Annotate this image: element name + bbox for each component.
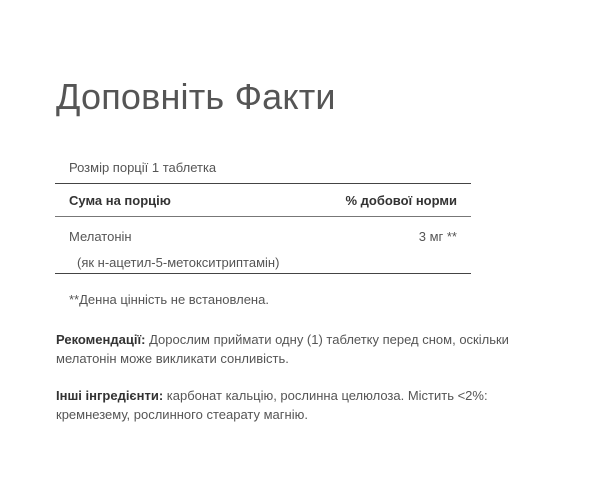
table-row	[55, 217, 471, 247]
table-header-row	[55, 184, 471, 217]
daily-value-header: % добової норми	[345, 193, 457, 208]
supplement-facts-table	[55, 154, 471, 274]
amount-per-serving-header: Сума на порцію	[69, 193, 171, 208]
serving-size-row	[55, 154, 471, 184]
recommendations-text: Дорослим приймати одну (1) таблетку перед сном, оскільки мелатонін може викликати сонливість.	[56, 332, 509, 366]
recommendations-label: Рекомендації:	[56, 332, 146, 347]
other-ingredients-label: Інші інгредієнти:	[56, 388, 164, 403]
recommendations-paragraph	[56, 330, 561, 368]
ingredient-amount: 3 мг **	[418, 229, 457, 244]
ingredient-name: Мелатонін	[69, 229, 132, 244]
serving-size-text: Розмір порції 1 таблетка	[69, 160, 217, 175]
ingredient-detail-row	[55, 247, 471, 274]
other-ingredients-paragraph	[56, 386, 561, 424]
ingredient-detail: (як н-ацетил-5-метокситриптамін)	[77, 255, 280, 270]
page-title: Доповніть Факти	[56, 76, 336, 117]
other-ingredients-text: карбонат кальцію, рослинна целюлоза. Містить <2%: кремнезему, рослинного стеарату магнію.	[56, 388, 488, 422]
daily-value-footnote: **Денна цінність не встановлена.	[69, 292, 269, 307]
